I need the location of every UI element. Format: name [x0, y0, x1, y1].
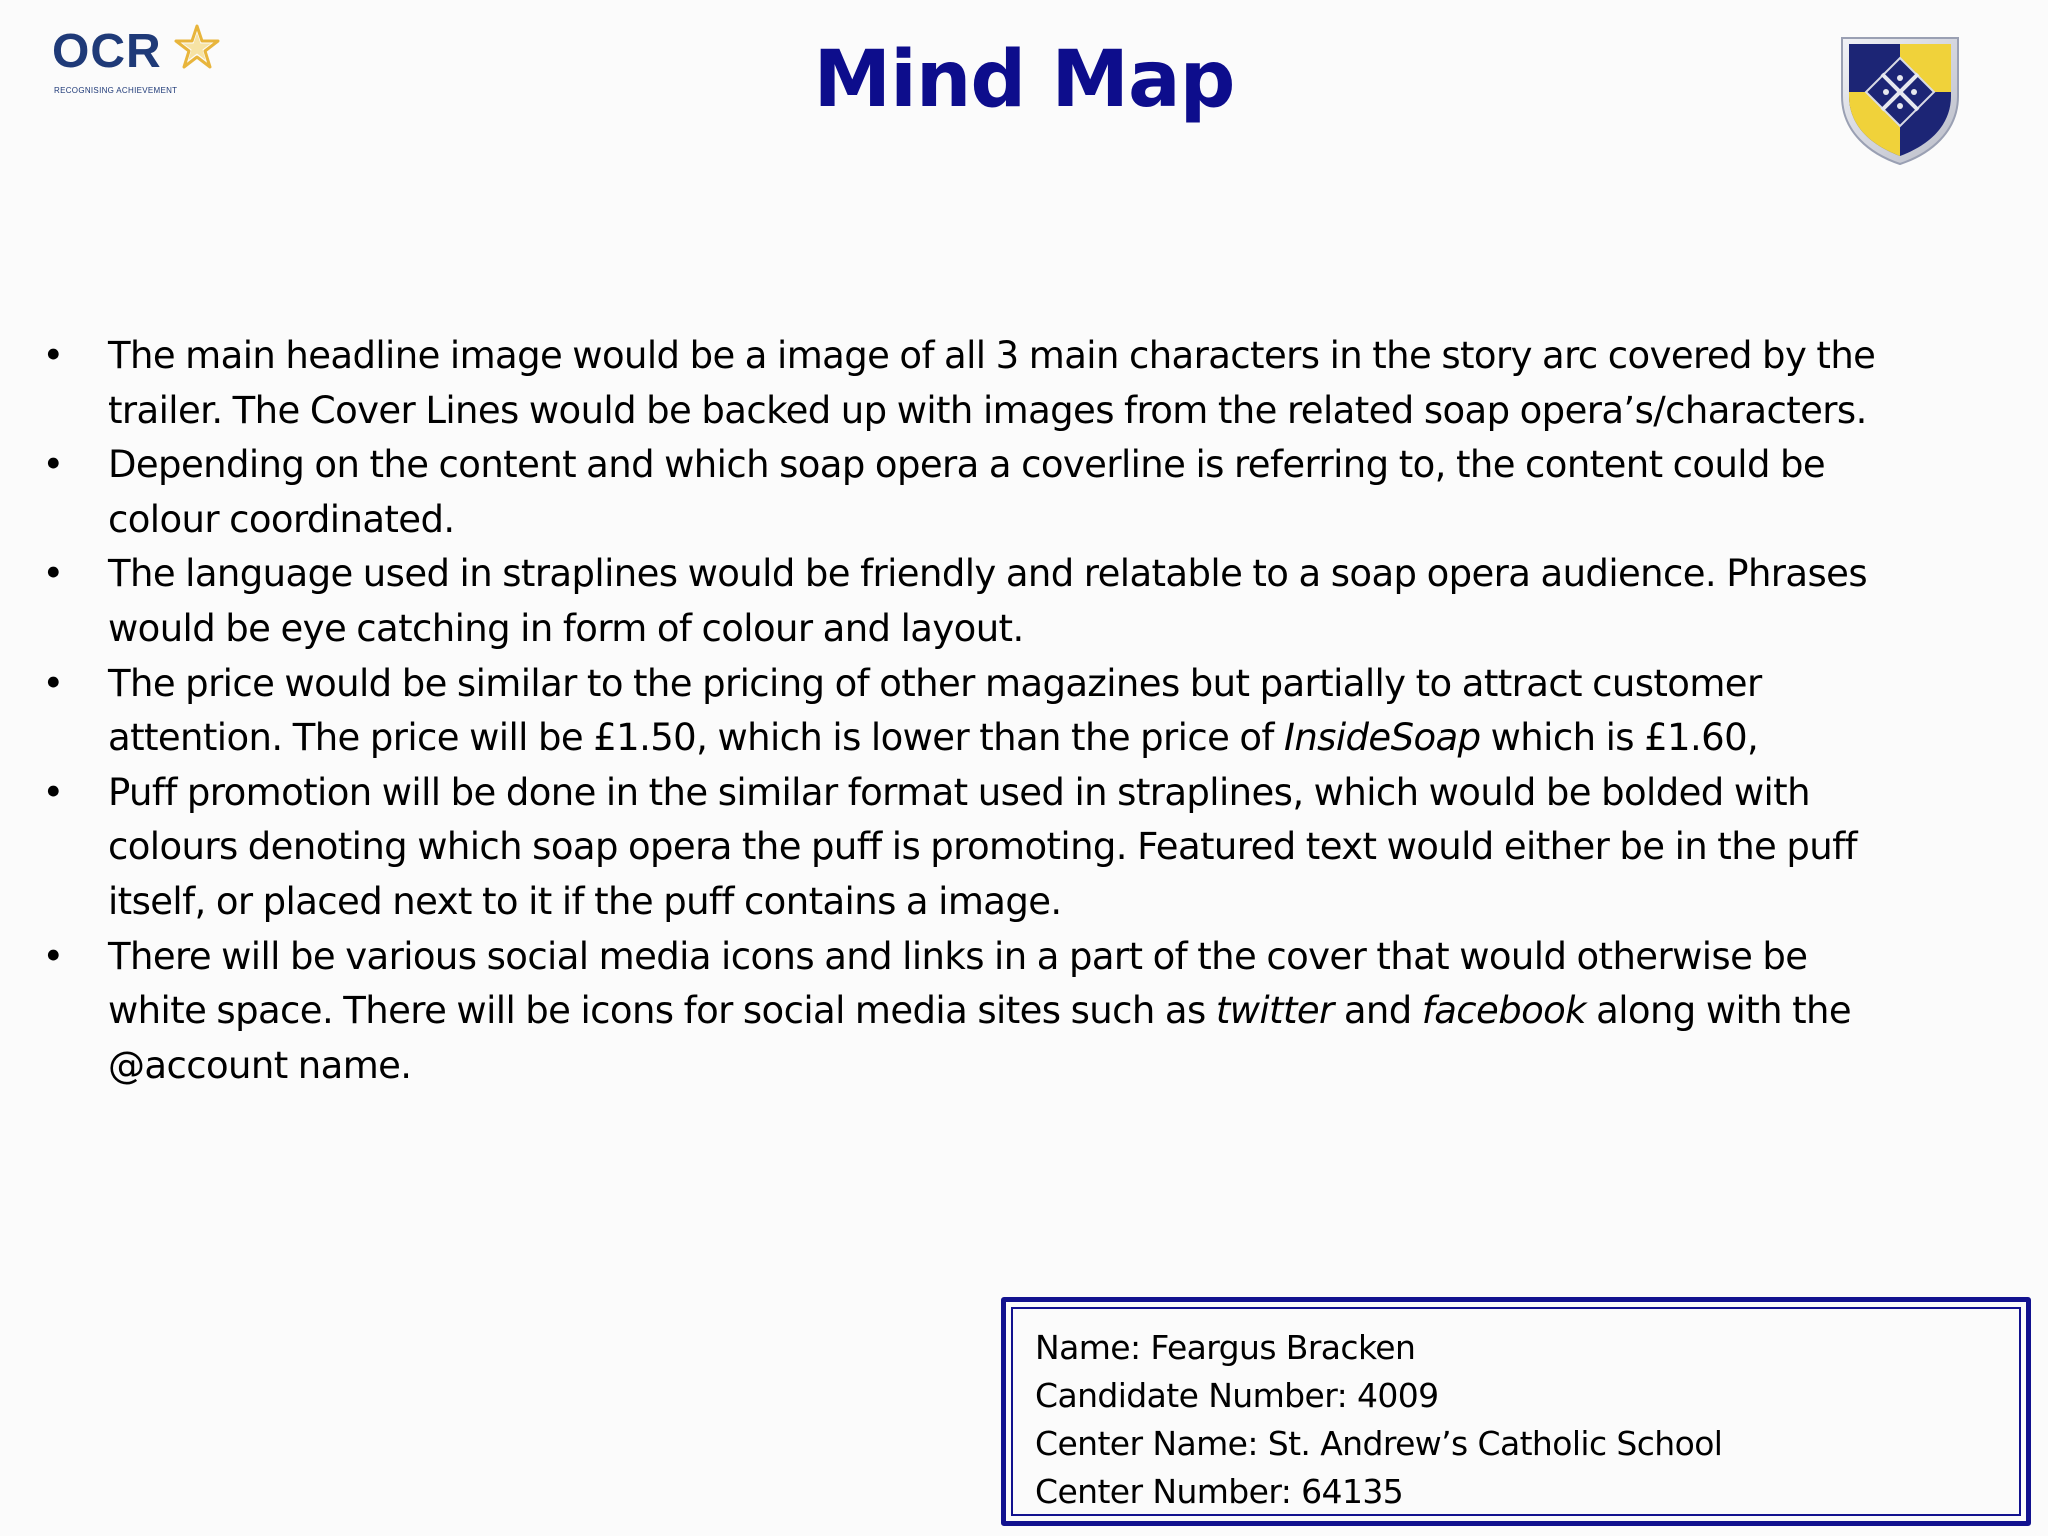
center-name: Center Name: St. Andrew’s Catholic School: [1035, 1424, 1723, 1463]
list-item: [40, 657, 2000, 766]
bullet-text-line: The language used in straplines would be friendly and relatable to a soap opera audience. Phrases: [108, 552, 1868, 596]
bullet-dot: •: [42, 770, 64, 814]
bullet-dot: •: [42, 934, 64, 978]
list-item: [40, 438, 2000, 547]
text-segment: and: [1333, 989, 1422, 1033]
candidate-info-box: [1001, 1297, 2031, 1526]
bullet-text-line: [108, 711, 2000, 766]
bullet-list: [40, 329, 2000, 1093]
bullet-dot: •: [42, 661, 64, 705]
bullet-dot: •: [42, 443, 64, 487]
candidate-info-text: [1035, 1324, 1722, 1516]
text-segment: along with the: [1586, 989, 1852, 1033]
text-segment: attention. The price will be £1.50, which is lower than the price of: [108, 716, 1285, 760]
bullet-text-line: Depending on the content and which soap opera a coverline is referring to, the content could be: [108, 443, 1826, 487]
bullet-text-line: colour coordinated.: [108, 497, 455, 541]
page-title: Mind Map: [813, 35, 1235, 125]
list-item: [40, 329, 2000, 438]
candidate-number: Candidate Number: 4009: [1035, 1376, 1439, 1415]
bullet-text-line: The price would be similar to the pricing of other magazines but partially to attract customer: [108, 661, 1762, 705]
list-item: [40, 766, 2000, 930]
bullet-text-line: colours denoting which soap opera the puff is promoting. Featured text would either be in the puff: [108, 825, 1857, 869]
list-item: [40, 930, 2000, 1094]
bullet-dot: •: [42, 334, 64, 377]
bullet-text-line: trailer. The Cover Lines would be backed up with images from the related soap opera’s/characters.: [108, 388, 1867, 432]
center-number: Center Number: 64135: [1035, 1472, 1404, 1511]
italic-site-name: facebook: [1421, 989, 1586, 1033]
bullet-text-line: [108, 984, 2000, 1039]
bullet-text-line: The main headline image would be a image of all 3 main characters in the story arc covered by the: [108, 334, 1876, 377]
text-segment: which is £1.60,: [1480, 716, 1759, 760]
candidate-info-inner-border: [1011, 1307, 2021, 1516]
italic-title: InsideSoap: [1284, 716, 1481, 760]
bullet-text-line: would be eye catching in form of colour and layout.: [108, 606, 1024, 650]
text-segment: white space. There will be icons for social media sites such as: [108, 989, 1216, 1033]
bullet-dot: •: [42, 552, 64, 596]
school-crest-icon: [1838, 34, 1962, 166]
italic-site-name: twitter: [1215, 989, 1334, 1033]
bullet-text-line: @account name.: [108, 1043, 412, 1087]
candidate-name: Name: Feargus Bracken: [1035, 1328, 1416, 1367]
ocr-wordmark: OCR: [52, 25, 162, 78]
bullet-text-line: itself, or placed next to it if the puff contains a image.: [108, 879, 1062, 923]
bullet-text-line: There will be various social media icons and links in a part of the cover that would otherwise be: [108, 934, 1808, 978]
list-item: [40, 547, 2000, 656]
ocr-tagline: RECOGNISING ACHIEVEMENT: [54, 86, 178, 95]
bullet-text-line: Puff promotion will be done in the similar format used in straplines, which would be bolded with: [108, 770, 1810, 814]
